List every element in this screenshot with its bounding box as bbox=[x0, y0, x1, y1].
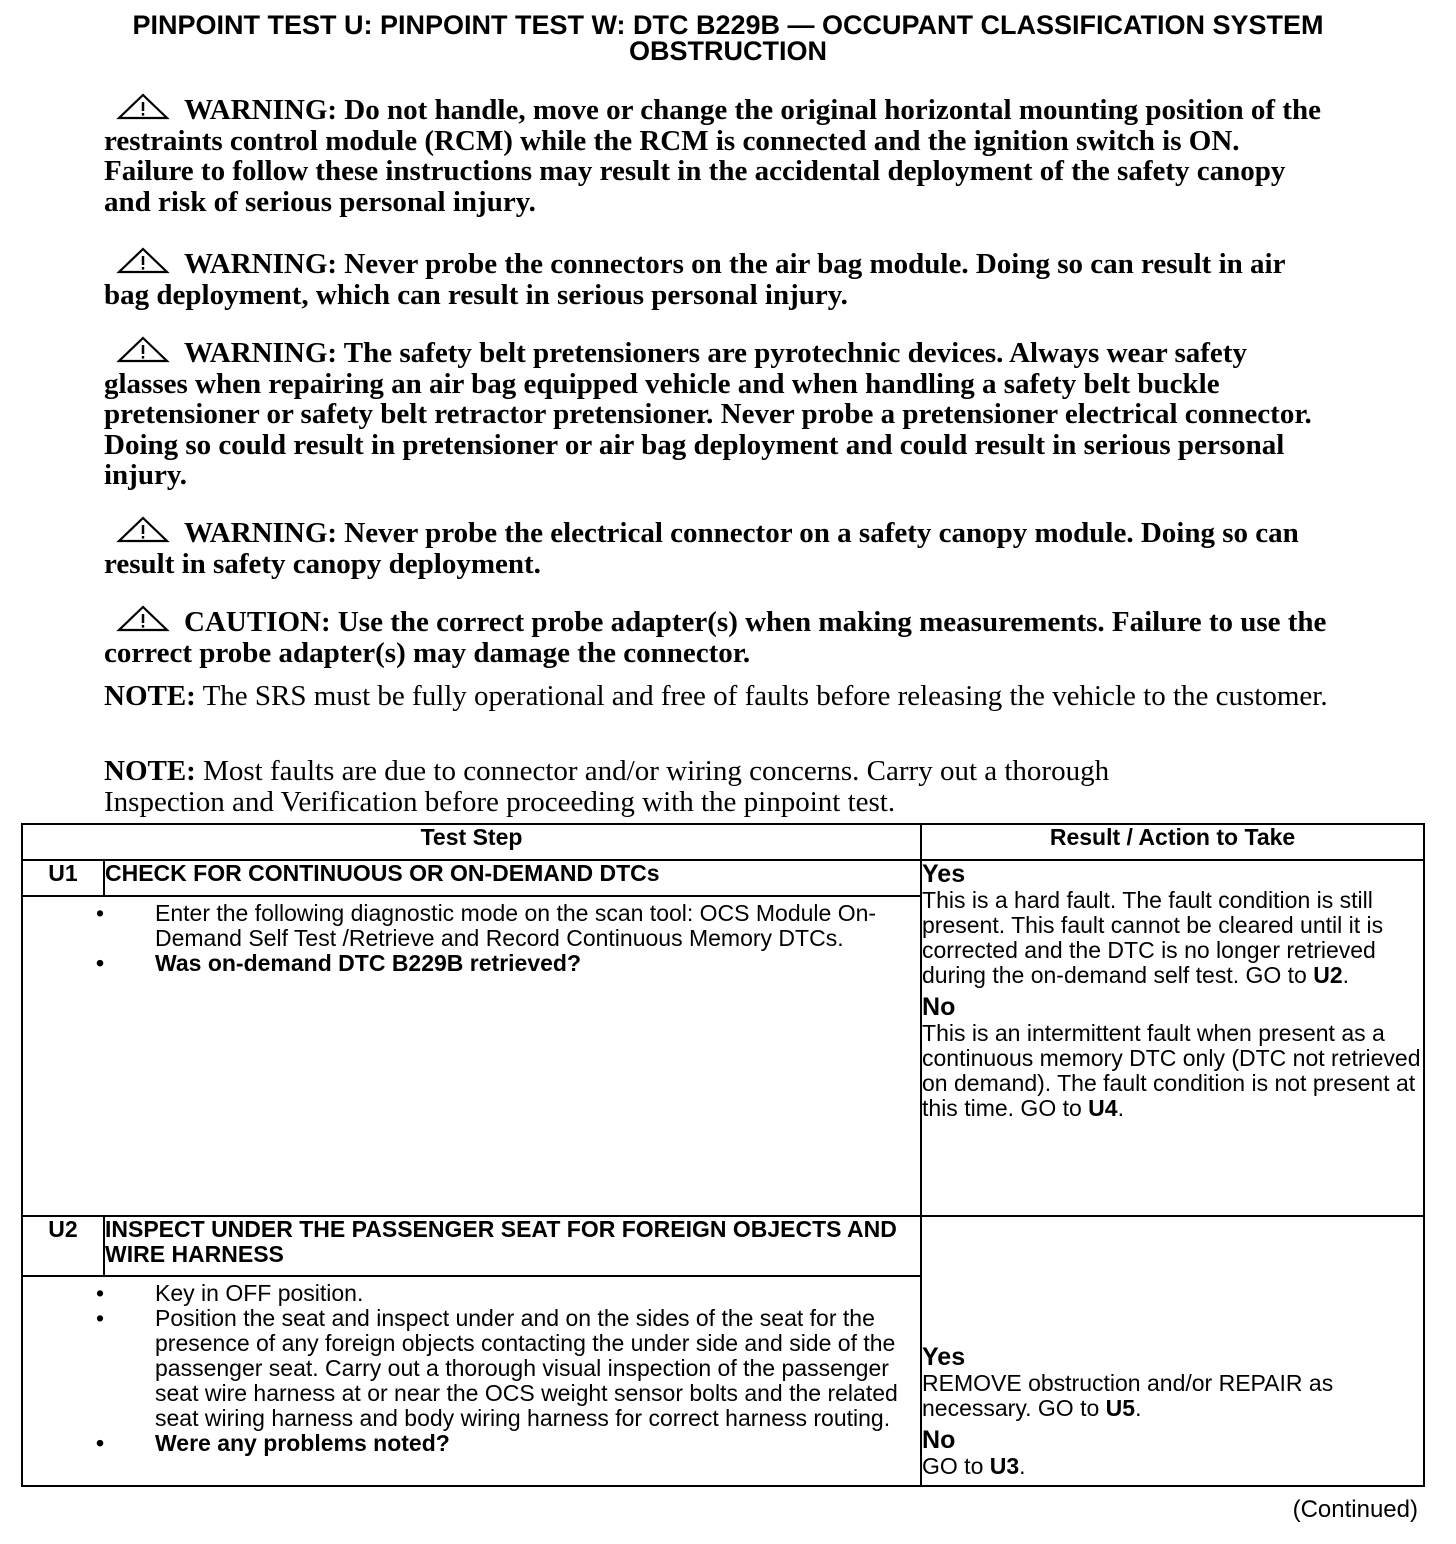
step-body bbox=[22, 896, 921, 1216]
step-heading-row bbox=[22, 860, 1424, 896]
note-label: NOTE: bbox=[104, 755, 196, 787]
list-item: • Was on-demand DTC B229B retrieved? bbox=[95, 950, 582, 976]
goto-step-link: U4 bbox=[1088, 1095, 1118, 1121]
warning-text: WARNING: Never probe the connectors on the air bag module. Doing so can result in air bag deployment, which can result in serious personal injury. bbox=[104, 248, 1285, 311]
warning-triangle-icon bbox=[116, 516, 170, 544]
list-item: • Position the seat and inspect under and on the sides of the seat for the presence of any foreign objects contacting the under side and side of the passenger seat. Carry out a thorough visual inspection of the passenger seat wire harness at or near the OCS weight sensor bolts and the related seat wiring harness and body wiring harness for correct harness routing. bbox=[95, 1305, 898, 1431]
title-line-2: OBSTRUCTION bbox=[629, 36, 827, 66]
yes-text: REMOVE obstruction and/or REPAIR as necessary. GO to U5. bbox=[922, 1370, 1334, 1421]
warning-triangle-icon bbox=[116, 605, 170, 633]
caution-block bbox=[104, 605, 1334, 668]
no-label: No bbox=[922, 993, 956, 1021]
no-text: This is an intermittent fault when present as a continuous memory DTC only (DTC not retrieved on demand). The fault condition is not present at this time. GO to U4. bbox=[922, 1020, 1421, 1121]
note-block-2 bbox=[104, 756, 1224, 817]
header-test-step: Test Step bbox=[22, 824, 921, 860]
goto-step-link: U2 bbox=[1313, 962, 1343, 988]
table-header-row bbox=[22, 824, 1424, 860]
step-result bbox=[921, 1216, 1424, 1486]
warning-block-1 bbox=[104, 93, 1334, 217]
step-heading: INSPECT UNDER THE PASSENGER SEAT FOR FOREIGN OBJECTS AND WIRE HARNESS bbox=[104, 1216, 921, 1276]
note-label: NOTE: bbox=[104, 680, 196, 712]
step-bullets bbox=[23, 897, 920, 980]
step-id: U1 bbox=[22, 860, 104, 896]
warning-block-2 bbox=[104, 247, 1334, 310]
step-result bbox=[921, 860, 1424, 1216]
step-heading-row bbox=[22, 1216, 1424, 1276]
step-bullets bbox=[23, 1277, 920, 1460]
warning-triangle-icon bbox=[116, 336, 170, 364]
page-title bbox=[0, 12, 1456, 64]
title-line-1: PINPOINT TEST U: PINPOINT TEST W: DTC B229B — OCCUPANT CLASSIFICATION SYSTEM bbox=[132, 10, 1324, 40]
caution-text: CAUTION: Use the correct probe adapter(s) when making measurements. Failure to use the correct probe adapter(s) may damage the connector. bbox=[104, 606, 1327, 669]
step-id: U2 bbox=[22, 1216, 104, 1276]
pinpoint-test-table bbox=[21, 823, 1425, 1487]
yes-label: Yes bbox=[922, 1343, 966, 1371]
no-text: GO to U3. bbox=[922, 1453, 1026, 1479]
goto-step-link: U5 bbox=[1105, 1395, 1136, 1421]
no-label: No bbox=[922, 1426, 956, 1454]
step-heading: CHECK FOR CONTINUOUS OR ON-DEMAND DTCs bbox=[104, 860, 921, 896]
warning-block-4 bbox=[104, 516, 1334, 579]
continued-label: (Continued) bbox=[1292, 1496, 1418, 1523]
goto-step-link: U3 bbox=[989, 1453, 1020, 1479]
note-text: Most faults are due to connector and/or wiring concerns. Carry out a thorough Inspection and Verification before proceeding with the pinpoint test. bbox=[104, 755, 1110, 818]
warning-text: WARNING: Never probe the electrical connector on a safety canopy module. Doing so can result in safety canopy deployment. bbox=[104, 517, 1299, 580]
list-item: • Enter the following diagnostic mode on the scan tool: OCS Module On-Demand Self Test /Retrieve and Record Continuous Memory DTCs. bbox=[95, 900, 877, 951]
list-item: • Were any problems noted? bbox=[95, 1430, 450, 1456]
note-text: The SRS must be fully operational and free of faults before releasing the vehicle to the customer. bbox=[202, 680, 1328, 712]
header-result-action: Result / Action to Take bbox=[921, 824, 1424, 860]
warning-triangle-icon bbox=[116, 93, 170, 121]
yes-text: This is a hard fault. The fault condition is still present. This fault cannot be cleared until it is corrected and the DTC is no longer retrieved during the on-demand self test. GO to U2. bbox=[922, 887, 1384, 988]
warning-triangle-icon bbox=[116, 247, 170, 275]
step-body bbox=[22, 1276, 921, 1486]
warning-block-3 bbox=[104, 336, 1334, 491]
list-item: • Key in OFF position. bbox=[95, 1280, 364, 1306]
yes-label: Yes bbox=[922, 860, 966, 888]
warning-text: WARNING: The safety belt pretensioners are pyrotechnic devices. Always wear safety glasses when repairing an air bag equipped vehicle and when handling a safety belt buckle pretensioner or safety belt retractor pretensioner. Never probe a pretensioner electrical connector. Doing so could result in pretensioner or air bag deployment and could result in serious personal injury. bbox=[104, 337, 1312, 491]
note-block-1 bbox=[104, 681, 1344, 712]
warning-text: WARNING: Do not handle, move or change the original horizontal mounting position of the restraints control module (RCM) while the RCM is connected and the ignition switch is ON. Failure to follow these instructions may result in the accidental deployment of the safety canopy and risk of serious personal injury. bbox=[104, 94, 1321, 218]
